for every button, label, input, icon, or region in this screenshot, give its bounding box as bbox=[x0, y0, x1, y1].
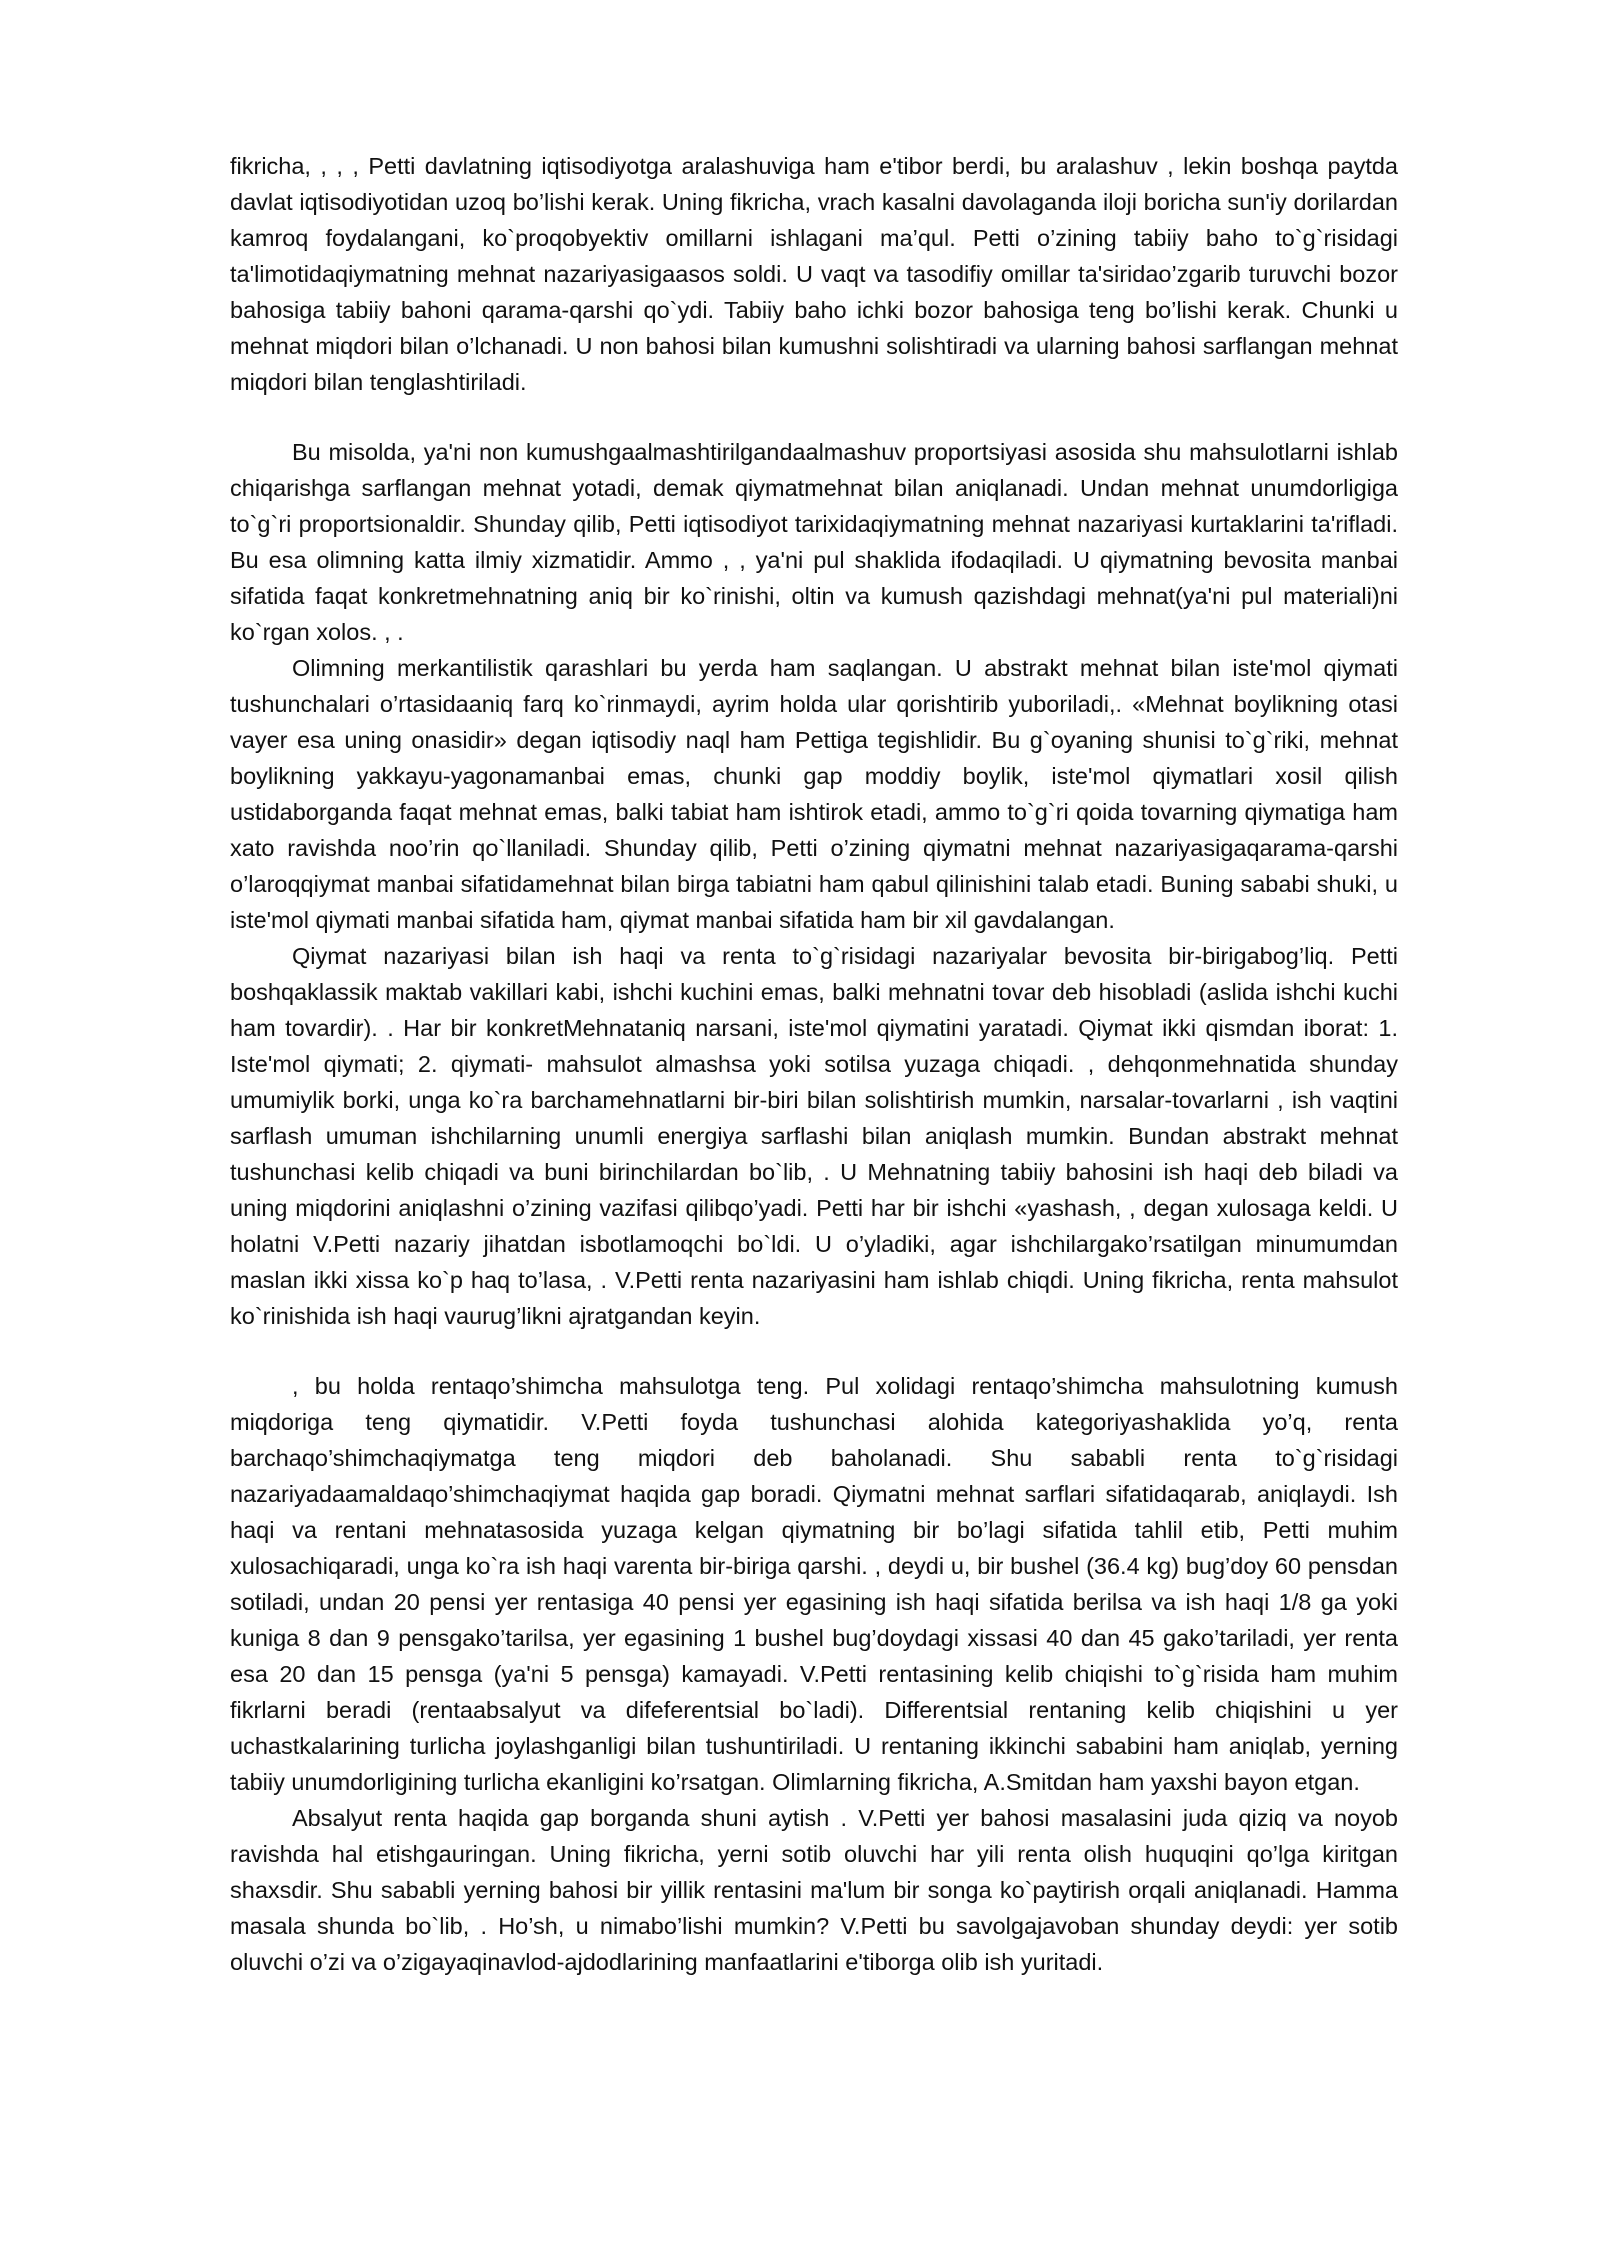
paragraph-5: , bu holda rentaqo’shimcha mahsulotga teng. Pul xolidagi rentaqo’shimcha mahsulotning kumush miqdoriga teng qiymatidir. V.Petti foyda tushunchasi alohida kategoriyashaklida yo’q, renta barchaqo’shimchaqiymatga teng miqdori deb baholanadi. Shu sababli renta to`g`risidagi nazariyadaamaldaqo’shimchaqiymat haqida gap boradi. Qiymatni mehnat sarflari sifatidaqarab, aniqlaydi. Ish haqi va rentani mehnatasosida yuzaga kelgan qiymatning bir bo’lagi sifatida tahlil etib, Petti muhim xulosachiqaradi, unga ko`ra ish haqi varenta bir-biriga qarshi. , deydi u, bir bushel (36.4 kg) bug’doy 60 pensdan sotiladi, undan 20 pensi yer rentasiga 40 pensi yer egasining ish haqi sifatida berilsa va ish haqi 1/8 ga yoki kuniga 8 dan 9 pensgako’tarilsa, yer egasining 1 bushel bug’doydagi xissasi 40 dan 45 gako’tariladi, yer renta esa 20 dan 15 pensga (ya'ni 5 pensga) kamayadi. V.Petti rentasining kelib chiqishi to`g`risida ham muhim fikrlarni beradi (rentaabsalyut va difeferentsial bo`ladi). Differentsial rentaning kelib chiqishini u yer uchastkalarining turlicha joylashganligi bilan tushuntiriladi. U rentaning ikkinchi sababini ham aniqlab, yerning tabiiy unumdorligining turlicha ekanligini ko’rsatgan. Olimlarning fikricha, A.Smitdan ham yaxshi bayon etgan. bbox=[230, 1373, 1398, 1795]
document-page bbox=[230, 148, 1398, 1980]
paragraph-2: Bu misolda, ya'ni non kumushgaalmashtirilgandaalmashuv proportsiyasi asosida shu mahsulotlarni ishlab chiqarishga sarflangan mehnat yotadi, demak qiymatmehnat bilan aniqlanadi. Undan mehnat unumdorligiga to`g`ri proportsionaldir. Shunday qilib, Petti iqtisodiyot tarixidaqiymatning mehnat nazariyasi kurtaklarini ta'rifladi. Bu esa olimning katta ilmiy xizmatidir. Ammo , , ya'ni pul shaklida ifodaqiladi. U qiymatning bevosita manbai sifatida faqat konkretmehnatning aniq bir ko`rinishi, oltin va kumush qazishdagi mehnat(ya'ni pul materiali)ni ko`rgan xolos. , . bbox=[230, 439, 1398, 645]
paragraph-4: Qiymat nazariyasi bilan ish haqi va renta to`g`risidagi nazariyalar bevosita bir-birigabog’liq. Petti boshqaklassik maktab vakillari kabi, ishchi kuchini emas, balki mehnatni tovar deb hisobladi (aslida ishchi kuchi ham tovardir). . Har bir konkretMehnataniq narsani, iste'mol qiymatini yaratadi. Qiymat ikki qismdan iborat: 1. Iste'mol qiymati; 2. qiymati- mahsulot almashsa yoki sotilsa yuzaga chiqadi. , dehqonmehnatida shunday umumiylik borki, unga ko`ra barchamehnatlarni bir-biri bilan solishtirish mumkin, narsalar-tovarlarni , ish vaqtini sarflash umuman ishchilarning unumli energiya sarflashi bilan aniqlash mumkin. Bundan abstrakt mehnat tushunchasi kelib chiqadi va buni birinchilardan bo`lib, . U Mehnatning tabiiy bahosini ish haqi deb biladi va uning miqdorini aniqlashni o’zining vazifasi qilibqo’yadi. Petti har bir ishchi «yashash, , degan xulosaga keldi. U holatni V.Petti nazariy jihatdan isbotlamoqchi bo`ldi. U o’yladiki, agar ishchilargako’rsatilgan minumumdan maslan ikki xissa ko`p haq to’lasa, . V.Petti renta nazariyasini ham ishlab chiqdi. Uning fikricha, renta mahsulot ko`rinishida ish haqi vaurug’likni ajratgandan keyin. bbox=[230, 943, 1398, 1329]
paragraph-1: fikricha, , , , Petti davlatning iqtisodiyotga aralashuviga ham e'tibor berdi, bu aralashuv , lekin boshqa paytda davlat iqtisodiyotidan uzoq bo’lishi kerak. Uning fikricha, vrach kasalni davolaganda iloji boricha sun'iy dorilardan kamroq foydalangani, ko`proqobyektiv omillarni ishlagani ma’qul. Petti o’zining tabiiy baho to`g`risidagi ta'limotidaqiymatning mehnat nazariyasigaasos soldi. U vaqt va tasodifiy omillar ta'siridao’zgarib turuvchi bozor bahosiga tabiiy bahoni qarama-qarshi qo`ydi. Tabiiy baho ichki bozor bahosiga teng bo’lishi kerak. Chunki u mehnat miqdori bilan o’lchanadi. U non bahosi bilan kumushni solishtiradi va ularning bahosi sarflangan mehnat miqdori bilan tenglashtiriladi. bbox=[230, 153, 1398, 395]
paragraph-6: Absalyut renta haqida gap borganda shuni aytish . V.Petti yer bahosi masalasini juda qiziq va noyob ravishda hal etishgauringan. Uning fikricha, yerni sotib oluvchi har yili renta olish huquqini qo’lga kiritgan shaxsdir. Shu sababli yerning bahosi bir yillik rentasini ma'lum bir songa ko`paytirish orqali aniqlanadi. Hamma masala shunda bo`lib, . Ho’sh, u nimabo’lishi mumkin? V.Petti bu savolgajavoban shunday deydi: yer sotib oluvchi o’zi va o’zigayaqinavlod-ajdodlarining manfaatlarini e'tiborga olib ish yuritadi. bbox=[230, 1805, 1398, 1975]
paragraph-3: Olimning merkantilistik qarashlari bu yerda ham saqlangan. U abstrakt mehnat bilan iste'mol qiymati tushunchalari o’rtasidaaniq farq ko`rinmaydi, ayrim holda ular qorishtirib yuboriladi,. «Mehnat boylikning otasi vayer esa uning onasidir» degan iqtisodiy naql ham Pettiga tegishlidir. Bu g`oyaning shunisi to`g`riki, mehnat boylikning yakkayu-yagonamanbai emas, chunki gap moddiy boylik, iste'mol qiymatlari xosil qilish ustidaborganda faqat mehnat emas, balki tabiat ham ishtirok etadi, ammo to`g`ri qoida tovarning qiymatiga ham xato ravishda noo’rin qo`llaniladi. Shunday qilib, Petti o’zining qiymatni mehnat nazariyasigaqarama-qarshi o’laroqqiymat manbai sifatidamehnat bilan birga tabiatni ham qabul qilinishini talab etadi. Buning sababi shuki, u iste'mol qiymati manbai sifatida ham, qiymat manbai sifatida ham bir xil gavdalangan. bbox=[230, 655, 1398, 933]
